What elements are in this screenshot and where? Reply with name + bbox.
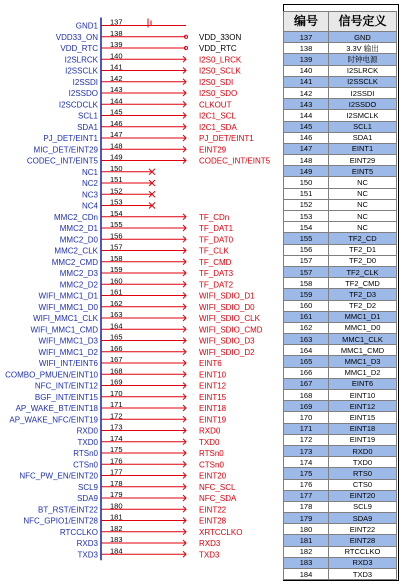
net-label: EINT20 xyxy=(199,471,227,481)
net-label: WIFI_SDIO_CLK xyxy=(199,314,260,323)
pin-number-label: 177 xyxy=(110,467,123,477)
row-pin-number: 157 xyxy=(284,266,329,277)
net-label: VDD_33ON xyxy=(199,32,242,42)
pin-number-label: 164 xyxy=(110,321,123,331)
row-pin-number: 155 xyxy=(284,233,329,244)
pin-number-label: 144 xyxy=(110,96,123,106)
row-pin-number: 181 xyxy=(284,535,329,546)
table-row xyxy=(284,166,397,177)
net-label: EINT10 xyxy=(199,370,227,380)
table-row xyxy=(284,524,397,535)
net-label: I2S0_SDO xyxy=(199,89,238,98)
row-pin-number: 164 xyxy=(284,345,329,356)
pin-number-label: 160 xyxy=(110,276,123,286)
row-signal-definition: EINT28 xyxy=(329,535,397,546)
pin-name-label: SCL9 xyxy=(77,482,98,492)
pin-number-label: 153 xyxy=(110,197,123,207)
table-row xyxy=(284,266,397,277)
pin-number-label: 142 xyxy=(110,73,123,83)
row-pin-number: 172 xyxy=(284,434,329,445)
pin-name-label: MMC2_D2 xyxy=(59,280,98,290)
row-pin-number: 143 xyxy=(284,99,329,110)
row-pin-number: 139 xyxy=(284,54,329,65)
pin-number-label: 149 xyxy=(110,152,123,162)
table-row xyxy=(284,311,397,322)
table-row xyxy=(284,222,397,233)
row-signal-definition: EINT18 xyxy=(329,423,397,434)
row-signal-definition: NC xyxy=(329,222,397,233)
row-signal-definition: TF2_D1 xyxy=(329,244,397,255)
pin-number-label: 181 xyxy=(110,512,123,522)
pin-name-label: MMC2_D1 xyxy=(59,224,98,233)
table-row xyxy=(284,513,397,524)
table-row xyxy=(284,457,397,468)
row-signal-definition: SCL1 xyxy=(329,121,397,132)
net-label: TF_DAT0 xyxy=(199,235,234,245)
table-row xyxy=(284,199,397,210)
row-pin-number: 178 xyxy=(284,501,329,512)
pin-number-label: 151 xyxy=(110,175,123,184)
pin-name-label: I2SCDCLK xyxy=(58,100,98,110)
pin-number-label: 140 xyxy=(110,51,123,61)
pin-number-label: 179 xyxy=(110,490,123,499)
pin-name-label: GND1 xyxy=(75,21,98,31)
pin-definition-table xyxy=(283,11,397,580)
row-pin-number: 171 xyxy=(284,423,329,434)
pin-name-label: NC4 xyxy=(81,201,98,211)
net-label: EINT19 xyxy=(199,415,227,425)
pin-name-label: WIFI_MMC1_D3 xyxy=(38,336,98,346)
pin-number-label: 141 xyxy=(110,62,123,72)
pin-number-label: 165 xyxy=(110,332,123,342)
pin-name-label: RXD3 xyxy=(76,539,98,548)
row-pin-number: 146 xyxy=(284,132,329,143)
net-label: I2S0_SDI xyxy=(199,77,234,87)
net-label: TXD0 xyxy=(199,437,220,447)
row-signal-definition: NC xyxy=(329,211,397,222)
pin-name-label: CTSn0 xyxy=(73,460,98,470)
row-signal-definition: MMC1_CMD xyxy=(329,345,397,356)
net-label: TF_CLK xyxy=(199,246,229,256)
table-row xyxy=(284,188,397,199)
pin-name-label: I2SSDO xyxy=(68,89,98,98)
table-header-row xyxy=(284,12,397,32)
table-row xyxy=(284,155,397,166)
pin-name-label: AP_WAKE_NFC/EINT19 xyxy=(9,415,98,425)
net-label: WIFI_SDIO_D3 xyxy=(199,336,255,346)
pin-number-label: 148 xyxy=(110,141,123,151)
row-signal-definition: TF2_D2 xyxy=(329,300,397,311)
row-pin-number: 153 xyxy=(284,211,329,222)
row-signal-definition: RTS0 xyxy=(329,468,397,479)
row-pin-number: 152 xyxy=(284,199,329,210)
row-pin-number: 144 xyxy=(284,110,329,121)
pin-number-label: 155 xyxy=(110,220,123,229)
pin-name-label: WIFI_MMC1_CMD xyxy=(30,325,98,335)
net-label: I2C1_SCL xyxy=(199,111,236,121)
row-pin-number: 179 xyxy=(284,513,329,524)
pin-name-label: BT_RST/EINT22 xyxy=(37,505,98,515)
table-row xyxy=(284,76,397,87)
pin-name-label: NC1 xyxy=(81,167,98,177)
row-pin-number: 175 xyxy=(284,468,329,479)
row-pin-number: 176 xyxy=(284,479,329,490)
row-pin-number: 154 xyxy=(284,222,329,233)
row-signal-definition: NC xyxy=(329,199,397,210)
table-row xyxy=(284,211,397,222)
row-pin-number: 142 xyxy=(284,87,329,98)
pin-number-label: 159 xyxy=(110,265,123,274)
row-signal-definition: EINT6 xyxy=(329,378,397,389)
net-label: PJ_DET/EINT1 xyxy=(199,134,254,143)
table-row xyxy=(284,121,397,132)
pin-name-label: BGF_INT/EINT15 xyxy=(34,392,98,402)
net-label: I2S0_LRCK xyxy=(199,55,242,65)
row-signal-definition: RXD0 xyxy=(329,445,397,456)
pin-name-label: VDD33_ON xyxy=(55,32,98,42)
table-row xyxy=(284,143,397,154)
pin-name-label: NFC_GPIO1/EINT28 xyxy=(23,516,98,526)
pin-name-label: SDA9 xyxy=(77,494,98,503)
row-pin-number: 159 xyxy=(284,289,329,300)
pin-name-label: WIFI_INT/EINT6 xyxy=(38,359,98,368)
pin-number-label: 180 xyxy=(110,501,123,511)
table-row xyxy=(284,99,397,110)
row-signal-definition: TF2_D3 xyxy=(329,289,397,300)
row-pin-number: 162 xyxy=(284,322,329,333)
row-signal-definition: EINT29 xyxy=(329,155,397,166)
row-pin-number: 174 xyxy=(284,457,329,468)
pin-name-label: NC3 xyxy=(81,190,98,200)
table-row xyxy=(284,423,397,434)
row-pin-number: 161 xyxy=(284,311,329,322)
row-pin-number: 156 xyxy=(284,244,329,255)
row-pin-number: 168 xyxy=(284,390,329,401)
pin-number-label: 167 xyxy=(110,355,123,364)
table-row xyxy=(284,501,397,512)
table-row xyxy=(284,244,397,255)
row-pin-number: 173 xyxy=(284,445,329,456)
row-signal-definition: EINT20 xyxy=(329,490,397,501)
pin-name-label: MMC2_CDn xyxy=(53,212,98,222)
row-signal-definition: TF2_CLK xyxy=(329,266,397,277)
row-pin-number: 147 xyxy=(284,143,329,154)
pin-name-label: I2SSCLK xyxy=(65,66,98,76)
row-signal-definition: SCL9 xyxy=(329,501,397,512)
net-label: RXD3 xyxy=(199,539,221,548)
row-signal-definition: I2SSDI xyxy=(329,87,397,98)
table-row xyxy=(284,401,397,412)
pin-name-label: WIFI_MMC1_CLK xyxy=(33,314,98,323)
pin-number-label: 178 xyxy=(110,478,123,488)
pin-name-label: CODEC_INT/EINT5 xyxy=(26,156,98,166)
pin-number-label: 174 xyxy=(110,433,123,443)
row-pin-number: 141 xyxy=(284,76,329,87)
table-row xyxy=(284,468,397,479)
pin-name-label: TXD3 xyxy=(77,550,98,560)
net-label: WIFI_SDIO_D0 xyxy=(199,302,255,312)
table-row xyxy=(284,378,397,389)
row-pin-number: 165 xyxy=(284,356,329,367)
net-label: TF_CMD xyxy=(199,257,232,267)
net-label: XRTCCLKO xyxy=(199,527,243,537)
row-pin-number: 140 xyxy=(284,65,329,76)
row-pin-number: 163 xyxy=(284,334,329,345)
row-signal-definition: MMC1_D2 xyxy=(329,367,397,378)
net-label: WIFI_SDIO_CMD xyxy=(199,325,263,335)
row-pin-number: 149 xyxy=(284,166,329,177)
pin-number-label: 171 xyxy=(110,400,123,409)
net-label: EINT15 xyxy=(199,392,227,402)
pin-number-label: 170 xyxy=(110,388,123,398)
net-label: NFC_SDA xyxy=(199,494,237,503)
pin-name-label: MMC2_CMD xyxy=(51,257,98,267)
net-label: CODEC_INT/EINT5 xyxy=(199,156,271,166)
net-label: CTSn0 xyxy=(199,460,224,470)
pin-name-label: I2SSDI xyxy=(72,77,98,87)
pin-number-label: 156 xyxy=(110,231,123,241)
row-signal-definition: EINT12 xyxy=(329,401,397,412)
pin-name-label: RTCCLKO xyxy=(59,527,98,537)
row-pin-number: 166 xyxy=(284,367,329,378)
table-row xyxy=(284,278,397,289)
net-label: TF_CDn xyxy=(199,212,230,222)
pin-number-label: 146 xyxy=(110,118,123,128)
table-row xyxy=(284,65,397,76)
row-signal-definition: MMC1_D0 xyxy=(329,322,397,333)
row-pin-number: 150 xyxy=(284,177,329,188)
table-row xyxy=(284,356,397,367)
net-label: TF_DAT3 xyxy=(199,269,234,278)
pin-number-label: 152 xyxy=(110,186,123,196)
row-signal-definition: MMC1_CLK xyxy=(329,334,397,345)
table-row xyxy=(284,43,397,54)
pin-name-label: MMC2_CLK xyxy=(54,246,98,256)
row-signal-definition: TF2_CMD xyxy=(329,278,397,289)
row-pin-number: 158 xyxy=(284,278,329,289)
net-label: TXD3 xyxy=(199,550,220,560)
pin-name-label: MMC2_D0 xyxy=(59,235,98,245)
row-signal-definition: MMC1_D3 xyxy=(329,356,397,367)
pin-name-label: I2SLRCK xyxy=(64,55,98,65)
table-row xyxy=(284,32,397,43)
pin-name-label: RTSn0 xyxy=(73,449,98,458)
row-signal-definition: NC xyxy=(329,177,397,188)
row-signal-definition: 时钟电源 xyxy=(329,54,397,65)
net-label: I2S0_SCLK xyxy=(199,66,241,76)
net-label: EINT22 xyxy=(199,505,227,515)
pin-number-label: 145 xyxy=(110,107,123,117)
row-pin-number: 148 xyxy=(284,155,329,166)
row-signal-definition: CTS0 xyxy=(329,479,397,490)
net-label: EINT6 xyxy=(199,359,222,368)
pin-name-label: RXD0 xyxy=(76,426,98,436)
pin-number-label: 161 xyxy=(110,287,123,297)
header-signal-definition: 信号定义 xyxy=(329,12,397,32)
table-row xyxy=(284,54,397,65)
table-row xyxy=(284,300,397,311)
table-row xyxy=(284,569,397,580)
row-signal-definition: I2SMCLK xyxy=(329,110,397,121)
pin-number-label: 154 xyxy=(110,208,123,218)
pin-number-label: 147 xyxy=(110,130,123,139)
row-pin-number: 157 xyxy=(284,255,329,266)
row-signal-definition: EINT22 xyxy=(329,524,397,535)
row-signal-definition: TF2_CD xyxy=(329,233,397,244)
net-label: EINT28 xyxy=(199,516,227,526)
pin-number-label: 150 xyxy=(110,163,123,173)
row-pin-number: 160 xyxy=(284,300,329,311)
row-signal-definition: GND xyxy=(329,32,397,43)
row-pin-number: 167 xyxy=(284,378,329,389)
pin-name-label: MMC2_D3 xyxy=(59,269,98,278)
pin-number-label: 162 xyxy=(110,298,123,308)
row-pin-number: 183 xyxy=(284,557,329,568)
table-row xyxy=(284,434,397,445)
pin-number-label: 143 xyxy=(110,85,123,94)
table-row xyxy=(284,233,397,244)
pin-number-label: 139 xyxy=(110,40,123,49)
net-label: EINT29 xyxy=(199,145,227,155)
row-pin-number: 182 xyxy=(284,546,329,557)
row-pin-number: 137 xyxy=(284,32,329,43)
net-label: I2C1_SDA xyxy=(199,122,237,132)
table-row xyxy=(284,412,397,423)
pin-number-label: 166 xyxy=(110,343,123,353)
pin-name-label: PJ_DET/EINT1 xyxy=(43,134,98,143)
row-signal-definition: EINT5 xyxy=(329,166,397,177)
table-row xyxy=(284,334,397,345)
row-signal-definition: SDA1 xyxy=(329,132,397,143)
table-body xyxy=(284,32,397,580)
pin-number-label: 158 xyxy=(110,253,123,263)
pin-number-label: 169 xyxy=(110,377,123,387)
pin-name-label: COMBO_PMUEN/EINT10 xyxy=(5,370,98,380)
row-pin-number: 151 xyxy=(284,188,329,199)
pin-name-label: MIC_DET/EINT29 xyxy=(33,145,98,155)
pin-number-label: 157 xyxy=(110,242,123,252)
row-pin-number: 177 xyxy=(284,490,329,501)
row-pin-number: 138 xyxy=(284,43,329,54)
row-signal-definition: RXD3 xyxy=(329,557,397,568)
row-signal-definition: EINT10 xyxy=(329,390,397,401)
pin-number-label: 183 xyxy=(110,535,123,544)
table-row xyxy=(284,557,397,568)
pin-name-label: SCL1 xyxy=(77,111,98,121)
net-label: WIFI_SDIO_D1 xyxy=(199,291,255,301)
pin-name-label: NFC_INT/EINT12 xyxy=(34,381,98,391)
row-pin-number: 169 xyxy=(284,401,329,412)
row-signal-definition: TXD0 xyxy=(329,457,397,468)
pin-number-label: 173 xyxy=(110,422,123,432)
pin-number-label: 172 xyxy=(110,411,123,421)
net-label: TF_DAT1 xyxy=(199,224,234,233)
pin-number-label: 137 xyxy=(110,17,123,27)
pin-name-label: WIFI_MMC1_D1 xyxy=(38,291,98,301)
row-signal-definition: SDA9 xyxy=(329,513,397,524)
pin-name-label: NFC_PW_EN/EINT20 xyxy=(19,471,98,481)
table-row xyxy=(284,255,397,266)
table-row xyxy=(284,546,397,557)
row-signal-definition: MMC1_D1 xyxy=(329,311,397,322)
net-label: CLKOUT xyxy=(199,100,232,110)
row-signal-definition: TF2_D0 xyxy=(329,255,397,266)
table-row xyxy=(284,367,397,378)
header-pin-number: 编号 xyxy=(284,12,329,32)
net-label: TF_DAT2 xyxy=(199,280,234,290)
table-row xyxy=(284,445,397,456)
table-row xyxy=(284,390,397,401)
table-row xyxy=(284,177,397,188)
table-row xyxy=(284,132,397,143)
net-label: WIFI_SDIO_D2 xyxy=(199,347,255,357)
net-label: RTSn0 xyxy=(199,449,224,458)
pin-number-label: 163 xyxy=(110,310,123,319)
row-signal-definition: EINT15 xyxy=(329,412,397,423)
net-label: VDD_RTC xyxy=(199,44,237,53)
row-signal-definition: EINT1 xyxy=(329,143,397,154)
pin-name-label: TXD0 xyxy=(77,437,98,447)
pin-name-label: VDD_RTC xyxy=(60,44,98,53)
table-row xyxy=(284,535,397,546)
pin-number-label: 184 xyxy=(110,546,123,556)
table-row xyxy=(284,479,397,490)
pin-number-label: 176 xyxy=(110,456,123,466)
row-signal-definition: NC xyxy=(329,188,397,199)
net-label: RXD0 xyxy=(199,426,221,436)
pin-number-label: 182 xyxy=(110,523,123,533)
row-signal-definition: I2SSDO xyxy=(329,99,397,110)
row-pin-number: 145 xyxy=(284,121,329,132)
pin-number-label: 175 xyxy=(110,445,123,454)
pin-name-label: WIFI_MMC1_D2 xyxy=(38,347,98,357)
row-signal-definition: RTCCLKO xyxy=(329,546,397,557)
net-label: EINT18 xyxy=(199,404,227,413)
pin-number-label: 168 xyxy=(110,366,123,376)
row-signal-definition: TXD3 xyxy=(329,569,397,580)
pin-number-label: 138 xyxy=(110,28,123,38)
row-pin-number: 184 xyxy=(284,569,329,580)
table-row xyxy=(284,490,397,501)
table-row xyxy=(284,110,397,121)
table-row xyxy=(284,322,397,333)
row-signal-definition: 3.3V 输出 xyxy=(329,43,397,54)
row-pin-number: 180 xyxy=(284,524,329,535)
row-pin-number: 170 xyxy=(284,412,329,423)
net-label: NFC_SCL xyxy=(199,482,236,492)
pin-name-label: WIFI_MMC1_D0 xyxy=(38,302,98,312)
net-label: EINT12 xyxy=(199,381,227,391)
pin-name-label: AP_WAKE_BT/EINT18 xyxy=(15,404,98,413)
table-row xyxy=(284,87,397,98)
row-signal-definition: EINT19 xyxy=(329,434,397,445)
table-row xyxy=(284,289,397,300)
row-signal-definition: I2SLRCK xyxy=(329,65,397,76)
pin-name-label: NC2 xyxy=(81,179,98,188)
table-row xyxy=(284,345,397,356)
row-signal-definition: I2SSCLK xyxy=(329,76,397,87)
pin-name-label: SDA1 xyxy=(77,122,98,132)
